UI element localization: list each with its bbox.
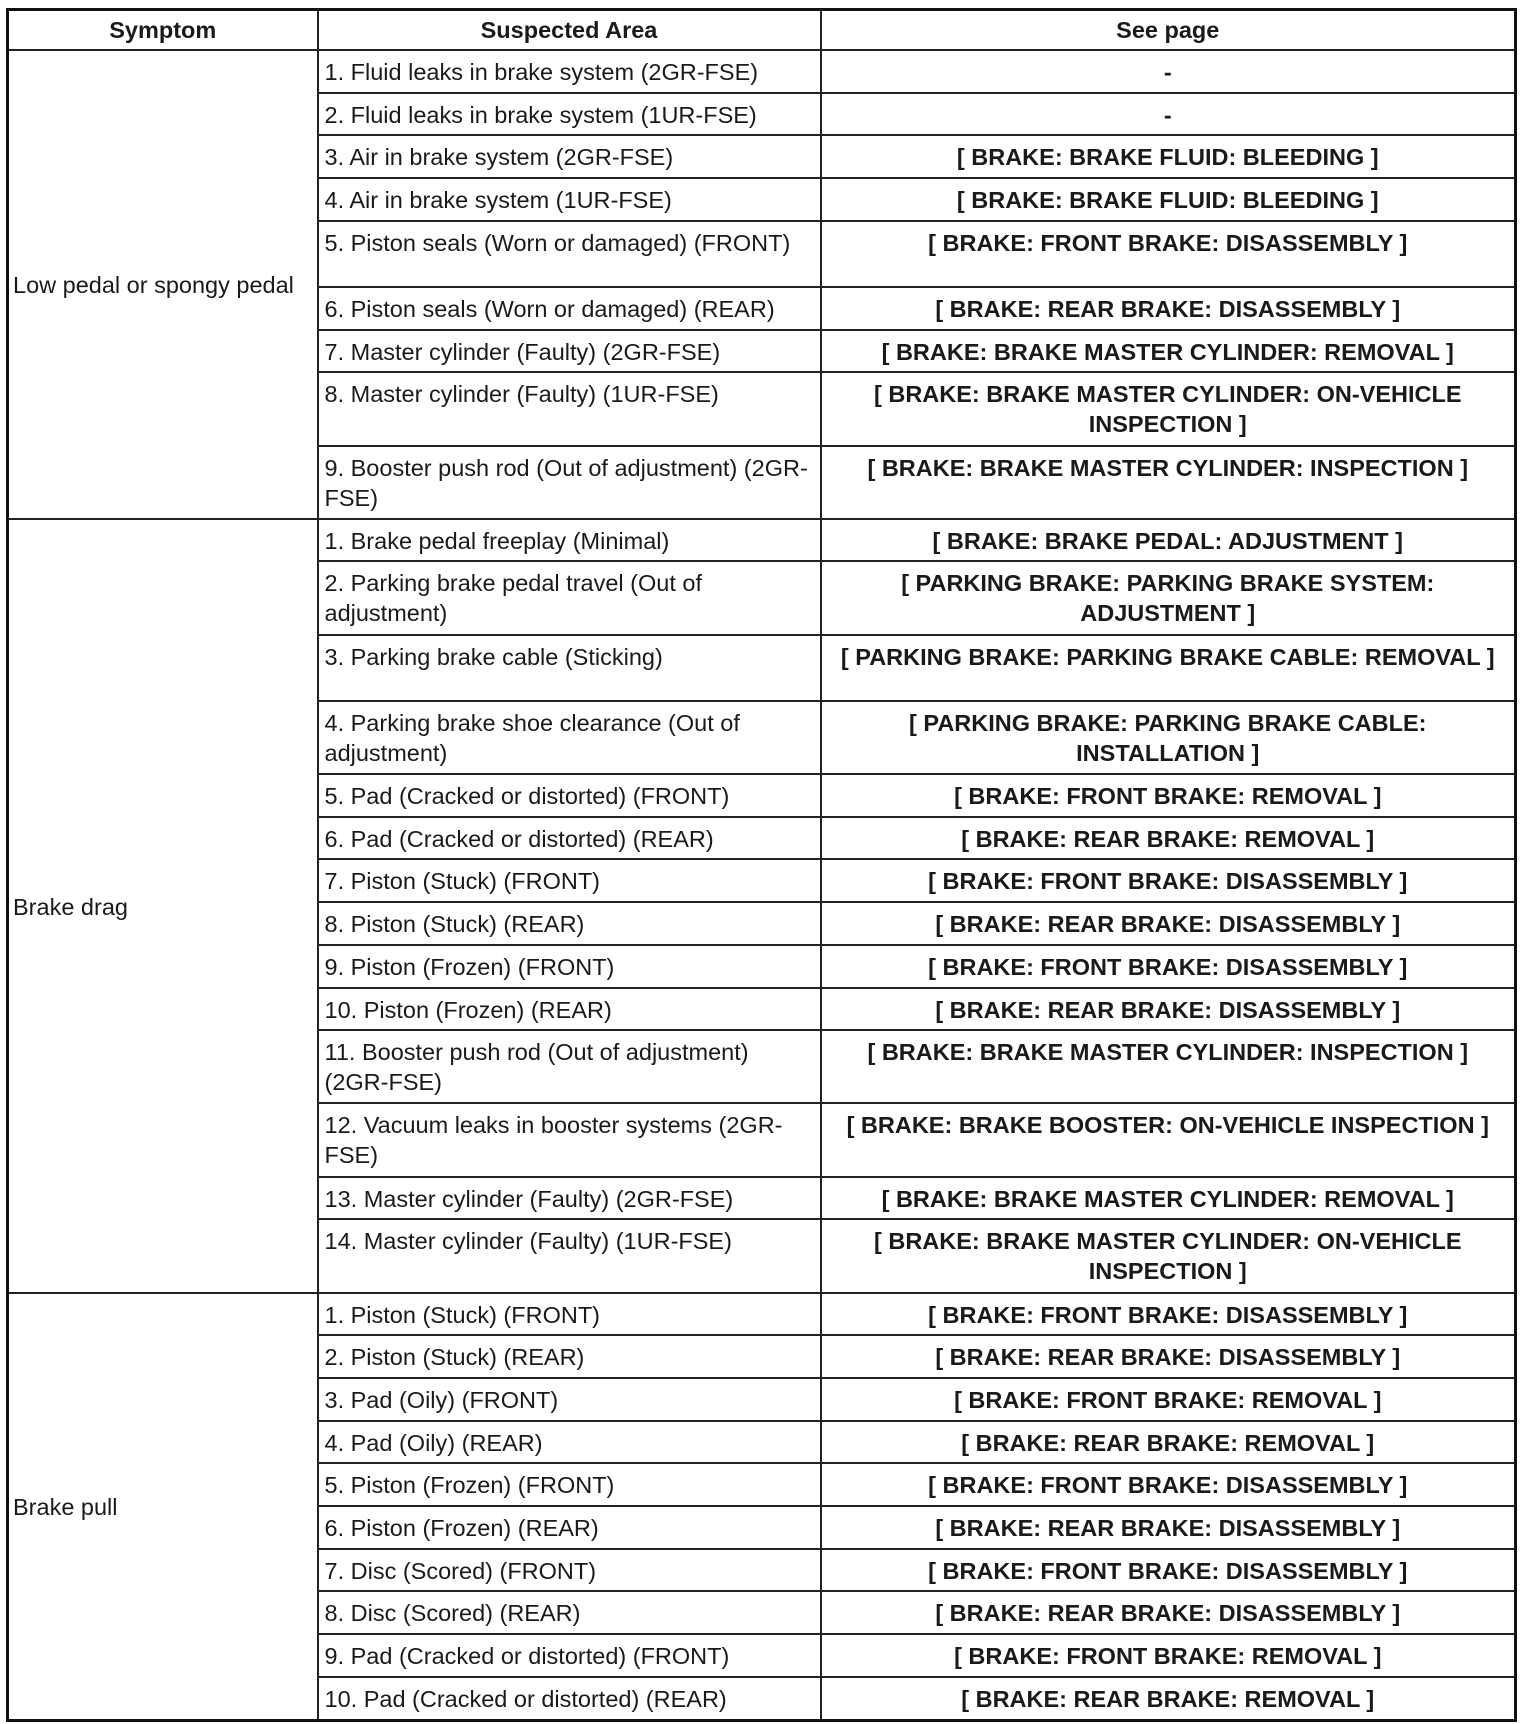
suspected-area-cell: 7. Master cylinder (Faulty) (2GR-FSE) [318, 330, 821, 373]
suspected-area-cell: 1. Piston (Stuck) (FRONT) [318, 1293, 821, 1336]
troubleshooting-table-container [6, 8, 1514, 1722]
suspected-area-cell: 9. Booster push rod (Out of adjustment) (2GR-FSE) [318, 446, 821, 519]
suspected-area-cell: 5. Piston (Frozen) (FRONT) [318, 1463, 821, 1506]
suspected-area-cell: 9. Pad (Cracked or distorted) (FRONT) [318, 1634, 821, 1677]
see-page-link[interactable]: [ BRAKE: BRAKE MASTER CYLINDER: REMOVAL ] [821, 1177, 1516, 1220]
table-row [8, 50, 1516, 93]
suspected-area-cell: 9. Piston (Frozen) (FRONT) [318, 945, 821, 988]
see-page-link[interactable]: [ BRAKE: BRAKE MASTER CYLINDER: INSPECTION ] [821, 446, 1516, 519]
see-page-link[interactable]: [ BRAKE: FRONT BRAKE: DISASSEMBLY ] [821, 1549, 1516, 1592]
suspected-area-cell: 5. Pad (Cracked or distorted) (FRONT) [318, 774, 821, 817]
suspected-area-cell: 3. Pad (Oily) (FRONT) [318, 1378, 821, 1421]
see-page-link[interactable]: [ BRAKE: BRAKE BOOSTER: ON-VEHICLE INSPECTION ] [821, 1103, 1516, 1176]
see-page-link[interactable]: [ BRAKE: REAR BRAKE: DISASSEMBLY ] [821, 1591, 1516, 1634]
suspected-area-cell: 7. Piston (Stuck) (FRONT) [318, 859, 821, 902]
see-page-link[interactable]: [ BRAKE: BRAKE MASTER CYLINDER: ON-VEHICLE INSPECTION ] [821, 372, 1516, 445]
see-page-link[interactable]: [ BRAKE: REAR BRAKE: DISASSEMBLY ] [821, 902, 1516, 945]
troubleshooting-table [6, 8, 1517, 1722]
see-page-link[interactable]: [ BRAKE: REAR BRAKE: DISASSEMBLY ] [821, 287, 1516, 330]
see-page-link[interactable]: [ BRAKE: REAR BRAKE: REMOVAL ] [821, 1677, 1516, 1721]
suspected-area-cell: 6. Piston seals (Worn or damaged) (REAR) [318, 287, 821, 330]
suspected-area-cell: 8. Disc (Scored) (REAR) [318, 1591, 821, 1634]
suspected-area-cell: 11. Booster push rod (Out of adjustment) (2GR-FSE) [318, 1030, 821, 1103]
see-page-link[interactable]: [ BRAKE: FRONT BRAKE: DISASSEMBLY ] [821, 859, 1516, 902]
see-page-link[interactable]: [ BRAKE: FRONT BRAKE: REMOVAL ] [821, 1378, 1516, 1421]
see-page-link[interactable]: [ PARKING BRAKE: PARKING BRAKE CABLE: INSTALLATION ] [821, 701, 1516, 774]
table-row [8, 1293, 1516, 1336]
suspected-area-cell: 8. Piston (Stuck) (REAR) [318, 902, 821, 945]
suspected-area-cell: 4. Parking brake shoe clearance (Out of adjustment) [318, 701, 821, 774]
table-row [8, 519, 1516, 562]
suspected-area-cell: 2. Fluid leaks in brake system (1UR-FSE) [318, 93, 821, 136]
suspected-area-cell: 12. Vacuum leaks in booster systems (2GR-FSE) [318, 1103, 821, 1176]
suspected-area-cell: 3. Air in brake system (2GR-FSE) [318, 135, 821, 178]
see-page-link[interactable]: [ BRAKE: BRAKE FLUID: BLEEDING ] [821, 135, 1516, 178]
suspected-area-cell: 4. Air in brake system (1UR-FSE) [318, 178, 821, 221]
suspected-area-cell: 1. Fluid leaks in brake system (2GR-FSE) [318, 50, 821, 93]
see-page-link[interactable]: [ BRAKE: BRAKE FLUID: BLEEDING ] [821, 178, 1516, 221]
table-body [8, 50, 1516, 1721]
suspected-area-cell: 10. Pad (Cracked or distorted) (REAR) [318, 1677, 821, 1721]
see-page-link[interactable]: [ BRAKE: BRAKE MASTER CYLINDER: ON-VEHICLE INSPECTION ] [821, 1219, 1516, 1292]
suspected-area-cell: 1. Brake pedal freeplay (Minimal) [318, 519, 821, 562]
suspected-area-cell: 2. Piston (Stuck) (REAR) [318, 1335, 821, 1378]
see-page-link[interactable]: - [821, 93, 1516, 136]
see-page-link[interactable]: [ PARKING BRAKE: PARKING BRAKE SYSTEM: ADJUSTMENT ] [821, 561, 1516, 634]
suspected-area-cell: 7. Disc (Scored) (FRONT) [318, 1549, 821, 1592]
see-page-link[interactable]: [ BRAKE: FRONT BRAKE: DISASSEMBLY ] [821, 945, 1516, 988]
suspected-area-cell: 3. Parking brake cable (Sticking) [318, 635, 821, 701]
see-page-link[interactable]: [ BRAKE: REAR BRAKE: DISASSEMBLY ] [821, 988, 1516, 1031]
suspected-area-cell: 4. Pad (Oily) (REAR) [318, 1421, 821, 1464]
suspected-area-cell: 2. Parking brake pedal travel (Out of adjustment) [318, 561, 821, 634]
see-page-link[interactable]: [ BRAKE: FRONT BRAKE: DISASSEMBLY ] [821, 1463, 1516, 1506]
see-page-link[interactable]: [ BRAKE: FRONT BRAKE: DISASSEMBLY ] [821, 221, 1516, 287]
header-suspected-area: Suspected Area [318, 10, 821, 51]
see-page-link[interactable]: [ BRAKE: FRONT BRAKE: REMOVAL ] [821, 774, 1516, 817]
see-page-link[interactable]: [ BRAKE: REAR BRAKE: DISASSEMBLY ] [821, 1506, 1516, 1549]
header-symptom: Symptom [8, 10, 318, 51]
header-see-page: See page [821, 10, 1516, 51]
symptom-cell: Brake drag [8, 519, 318, 1293]
see-page-link[interactable]: [ BRAKE: REAR BRAKE: DISASSEMBLY ] [821, 1335, 1516, 1378]
see-page-link[interactable]: [ BRAKE: BRAKE MASTER CYLINDER: INSPECTION ] [821, 1030, 1516, 1103]
see-page-link[interactable]: [ PARKING BRAKE: PARKING BRAKE CABLE: REMOVAL ] [821, 635, 1516, 701]
see-page-link[interactable]: [ BRAKE: FRONT BRAKE: DISASSEMBLY ] [821, 1293, 1516, 1336]
symptom-cell: Low pedal or spongy pedal [8, 50, 318, 519]
see-page-link[interactable]: [ BRAKE: REAR BRAKE: REMOVAL ] [821, 1421, 1516, 1464]
suspected-area-cell: 14. Master cylinder (Faulty) (1UR-FSE) [318, 1219, 821, 1292]
header-row [8, 10, 1516, 51]
suspected-area-cell: 6. Piston (Frozen) (REAR) [318, 1506, 821, 1549]
suspected-area-cell: 13. Master cylinder (Faulty) (2GR-FSE) [318, 1177, 821, 1220]
suspected-area-cell: 8. Master cylinder (Faulty) (1UR-FSE) [318, 372, 821, 445]
suspected-area-cell: 10. Piston (Frozen) (REAR) [318, 988, 821, 1031]
suspected-area-cell: 6. Pad (Cracked or distorted) (REAR) [318, 817, 821, 860]
see-page-link[interactable]: [ BRAKE: BRAKE MASTER CYLINDER: REMOVAL ] [821, 330, 1516, 373]
see-page-link[interactable]: [ BRAKE: REAR BRAKE: REMOVAL ] [821, 817, 1516, 860]
see-page-link[interactable]: [ BRAKE: FRONT BRAKE: REMOVAL ] [821, 1634, 1516, 1677]
symptom-cell: Brake pull [8, 1293, 318, 1721]
suspected-area-cell: 5. Piston seals (Worn or damaged) (FRONT) [318, 221, 821, 287]
see-page-link[interactable]: - [821, 50, 1516, 93]
see-page-link[interactable]: [ BRAKE: BRAKE PEDAL: ADJUSTMENT ] [821, 519, 1516, 562]
